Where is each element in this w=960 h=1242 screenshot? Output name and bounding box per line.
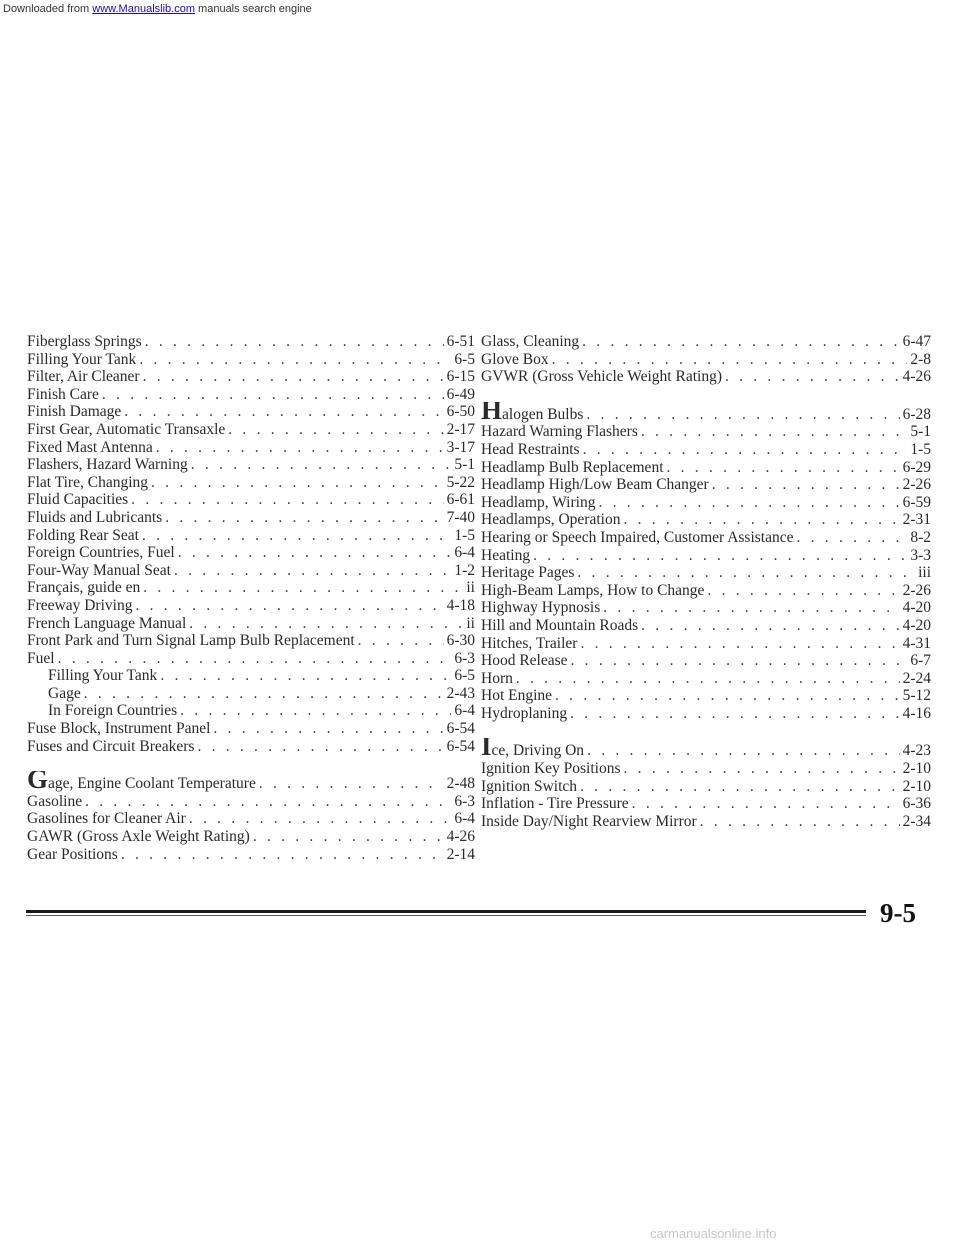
entry-label — [27, 474, 148, 492]
entry-page-ref: 5-1 — [910, 423, 931, 441]
index-subentry — [27, 667, 475, 685]
dot-leader — [178, 544, 452, 562]
dot-leader — [139, 351, 451, 369]
entry-label — [481, 459, 664, 477]
entry-label — [481, 738, 584, 760]
entry-page-ref: 4-26 — [902, 368, 931, 386]
entry-label — [27, 527, 139, 545]
entry-label — [481, 351, 549, 369]
index-column-right — [481, 333, 931, 830]
entry-label — [27, 509, 162, 527]
entry-page-ref: 6-7 — [910, 652, 931, 670]
dot-leader — [143, 579, 463, 597]
dot-leader — [180, 702, 451, 720]
index-entry — [27, 351, 475, 369]
dot-leader — [516, 670, 900, 688]
index-subentry — [27, 702, 475, 720]
index-column-left — [27, 333, 475, 863]
entry-text: Highway Hypnosis — [481, 599, 601, 617]
dot-leader — [145, 333, 444, 351]
index-entry — [481, 617, 931, 635]
entry-label — [27, 386, 99, 404]
entry-text: GVWR (Gross Vehicle Weight Rating) — [481, 368, 722, 386]
index-entry — [27, 597, 475, 615]
entry-label — [481, 617, 638, 635]
entry-text: Hearing or Speech Impaired, Customer Assistance — [481, 528, 794, 546]
section-initial: H — [481, 401, 503, 424]
index-entry — [481, 760, 931, 778]
entry-text: Freeway Driving — [27, 596, 133, 614]
entry-text: Fuel — [27, 649, 55, 667]
entry-page-ref: 5-1 — [454, 456, 475, 474]
dot-leader — [102, 386, 444, 404]
section-initial: G — [27, 771, 49, 793]
entry-page-ref: 6-3 — [454, 792, 475, 810]
index-subentry — [27, 685, 475, 703]
index-entry — [481, 795, 931, 813]
index-entry — [27, 333, 475, 351]
index-entry — [481, 547, 931, 565]
dot-leader — [580, 635, 899, 653]
dot-leader — [598, 494, 899, 512]
entry-label — [481, 368, 722, 386]
entry-text: Fuses and Circuit Breakers — [27, 737, 195, 755]
entry-text: Hood Release — [481, 652, 568, 670]
entry-label — [481, 476, 709, 494]
entry-text: Headlamps, Operation — [481, 511, 621, 529]
entry-label — [27, 544, 175, 562]
index-entry — [27, 579, 475, 597]
entry-label — [27, 403, 121, 421]
dot-leader — [135, 597, 443, 615]
entry-label — [27, 632, 355, 650]
entry-text: Fuse Block, Instrument Panel — [27, 720, 211, 738]
entry-label — [481, 564, 574, 582]
entry-text: Headlamp High/Low Beam Changer — [481, 476, 709, 494]
dot-leader — [700, 813, 900, 831]
entry-text: age, Engine Coolant Temperature — [48, 775, 256, 793]
entry-page-ref: 2-8 — [910, 350, 931, 368]
entry-page-ref: 4-23 — [902, 742, 931, 760]
entry-label — [481, 547, 530, 565]
entry-label — [481, 511, 620, 529]
entry-text: Four-Way Manual Seat — [27, 561, 171, 579]
dot-leader — [641, 423, 907, 441]
manualslib-link[interactable]: www.Manualslib.com — [92, 3, 195, 15]
entry-label — [481, 705, 567, 723]
index-entry — [27, 793, 475, 811]
entry-text: Inside Day/Night Rearview Mirror — [481, 812, 697, 830]
entry-label — [27, 738, 194, 756]
index-entry — [27, 846, 475, 864]
section-gap — [481, 722, 931, 738]
index-entry — [481, 529, 931, 547]
entry-text: Headlamp Bulb Replacement — [481, 458, 664, 476]
index-entry — [481, 476, 931, 494]
dot-leader — [142, 527, 451, 545]
entry-text: Gasoline — [27, 792, 83, 810]
entry-page-ref: 2-24 — [902, 669, 931, 687]
entry-page-ref: 6-28 — [902, 405, 931, 423]
dot-leader — [259, 775, 444, 793]
entry-label — [27, 810, 186, 828]
index-entry — [27, 386, 475, 404]
dot-leader — [587, 742, 900, 760]
dot-leader — [725, 368, 900, 386]
dot-leader — [583, 441, 908, 459]
entry-text: alogen Bulbs — [502, 405, 584, 423]
entry-text: Filling Your Tank — [48, 667, 158, 685]
entry-page-ref: 2-48 — [446, 775, 475, 793]
index-entry — [27, 615, 475, 633]
entry-page-ref: 2-14 — [446, 845, 475, 863]
entry-label — [481, 494, 595, 512]
entry-text: Finish Damage — [27, 403, 122, 421]
entry-page-ref: ii — [466, 614, 475, 632]
entry-page-ref: 6-29 — [902, 458, 931, 476]
dot-leader — [533, 547, 907, 565]
index-entry — [27, 368, 475, 386]
entry-text: Front Park and Turn Signal Lamp Bulb Replacement — [27, 632, 355, 650]
index-entry — [27, 650, 475, 668]
dot-leader — [603, 599, 899, 617]
index-entry — [481, 564, 931, 582]
entry-text: GAWR (Gross Axle Weight Rating) — [27, 828, 250, 846]
entry-label — [27, 351, 136, 369]
index-entry — [481, 813, 931, 831]
entry-text: Flashers, Hazard Warning — [27, 456, 188, 474]
index-entry — [27, 771, 475, 793]
entry-label — [481, 635, 577, 653]
index-entry — [27, 562, 475, 580]
index-entry — [481, 778, 931, 796]
entry-label — [481, 582, 704, 600]
index-entry — [481, 599, 931, 617]
dot-leader — [571, 652, 908, 670]
entry-text: Finish Care — [27, 385, 99, 403]
dot-leader — [121, 846, 444, 864]
dot-leader — [580, 778, 900, 796]
dot-leader — [174, 562, 451, 580]
entry-text: Hill and Mountain Roads — [481, 616, 639, 634]
index-entry — [27, 527, 475, 545]
entry-label — [481, 529, 794, 547]
index-entry — [27, 421, 475, 439]
entry-page-ref: 5-12 — [902, 687, 931, 705]
entry-text: Head Restraints — [481, 440, 580, 458]
entry-page-ref: 6-5 — [454, 350, 475, 368]
entry-page-ref: 6-15 — [446, 368, 475, 386]
entry-page-ref: 5-22 — [446, 473, 475, 491]
entry-text: Fluid Capacities — [27, 491, 129, 509]
dot-leader — [712, 476, 900, 494]
dot-leader — [577, 564, 915, 582]
index-entry — [481, 494, 931, 512]
index-entry — [27, 738, 475, 756]
index-entry — [27, 810, 475, 828]
entry-text: ce, Driving On — [491, 742, 585, 760]
dot-leader — [570, 705, 899, 723]
entry-label — [27, 597, 132, 615]
entry-label — [481, 813, 697, 831]
entry-label — [27, 439, 153, 457]
dot-leader — [555, 687, 900, 705]
entry-label — [48, 685, 81, 703]
index-entry — [27, 491, 475, 509]
section-gap — [481, 386, 931, 402]
entry-label — [481, 423, 638, 441]
index-entry — [481, 423, 931, 441]
dot-leader — [707, 582, 899, 600]
entry-text: High-Beam Lamps, How to Change — [481, 581, 705, 599]
entry-page-ref: 4-26 — [446, 828, 475, 846]
index-entry — [481, 652, 931, 670]
dot-leader — [143, 368, 444, 386]
index-entry — [27, 632, 475, 650]
dot-leader — [624, 760, 900, 778]
index-entry — [27, 439, 475, 457]
entry-page-ref: 6-4 — [454, 544, 475, 562]
dot-leader — [197, 738, 443, 756]
entry-label — [481, 778, 577, 796]
entry-text: Gasolines for Cleaner Air — [27, 810, 186, 828]
page-rule-thin — [26, 915, 866, 916]
dot-leader — [124, 403, 443, 421]
entry-text: Français, guide en — [27, 579, 141, 597]
entry-page-ref: 8-2 — [910, 528, 931, 546]
download-header — [0, 0, 960, 18]
entry-label — [27, 456, 188, 474]
entry-label — [27, 650, 55, 668]
dot-leader — [582, 333, 899, 351]
index-entry — [27, 474, 475, 492]
entry-label — [481, 652, 568, 670]
index-entry — [481, 670, 931, 688]
entry-label — [27, 615, 186, 633]
entry-page-ref: 2-26 — [902, 581, 931, 599]
header-prefix: Downloaded from — [3, 3, 90, 15]
entry-text: French Language Manual — [27, 614, 187, 632]
entry-label — [481, 687, 552, 705]
entry-page-ref: 4-20 — [902, 616, 931, 634]
entry-label — [481, 441, 580, 459]
entry-page-ref: 2-43 — [446, 684, 475, 702]
entry-label — [481, 795, 629, 813]
index-entry — [27, 720, 475, 738]
dot-leader — [641, 617, 899, 635]
entry-text: Flat Tire, Changing — [27, 473, 149, 491]
entry-text: Gear Positions — [27, 845, 118, 863]
dot-leader — [191, 456, 452, 474]
entry-page-ref: 6-4 — [454, 702, 475, 720]
entry-page-ref: 2-10 — [902, 760, 931, 778]
header-suffix: manuals search engine — [198, 3, 312, 15]
entry-page-ref: 6-50 — [446, 403, 475, 421]
entry-text: Horn — [481, 669, 513, 687]
entry-label — [48, 702, 177, 720]
dot-leader — [552, 351, 908, 369]
entry-text: Foreign Countries, Fuel — [27, 544, 175, 562]
entry-page-ref: 2-34 — [902, 812, 931, 830]
entry-page-ref: 6-30 — [446, 632, 475, 650]
entry-text: Gage — [48, 684, 81, 702]
entry-label — [27, 333, 142, 351]
entry-label — [481, 402, 583, 424]
entry-page-ref: 3-3 — [910, 546, 931, 564]
entry-page-ref: 2-31 — [902, 511, 931, 529]
entry-label — [27, 562, 171, 580]
entry-page-ref: 2-26 — [902, 476, 931, 494]
index-entry — [481, 511, 931, 529]
entry-text: Fluids and Lubricants — [27, 508, 163, 526]
index-entry — [481, 351, 931, 369]
entry-text: In Foreign Countries — [48, 702, 178, 720]
entry-label — [27, 828, 250, 846]
dot-leader — [253, 828, 444, 846]
dot-leader — [213, 720, 443, 738]
entry-page-ref: 6-3 — [454, 649, 475, 667]
entry-label — [27, 846, 118, 864]
entry-text: Hydroplaning — [481, 704, 568, 722]
entry-text: Headlamp, Wiring — [481, 493, 596, 511]
dot-leader — [358, 632, 444, 650]
dot-leader — [189, 615, 463, 633]
dot-leader — [131, 491, 443, 509]
dot-leader — [189, 810, 451, 828]
dot-leader — [58, 650, 452, 668]
entry-page-ref: 6-4 — [454, 810, 475, 828]
entry-label — [481, 333, 579, 351]
page-number: 9-5 — [880, 898, 916, 928]
dot-leader — [667, 459, 900, 477]
dot-leader — [623, 511, 899, 529]
entry-label — [27, 771, 256, 793]
entry-page-ref: 1-2 — [454, 561, 475, 579]
index-entry — [481, 441, 931, 459]
section-gap — [27, 755, 475, 771]
footer-watermark: carmanualsonline.info — [650, 1226, 777, 1241]
entry-page-ref: 6-49 — [446, 385, 475, 403]
dot-leader — [160, 667, 451, 685]
entry-text: Ignition Switch — [481, 777, 578, 795]
entry-page-ref: 4-20 — [902, 599, 931, 617]
entry-label — [481, 670, 513, 688]
index-entry — [481, 705, 931, 723]
entry-label — [27, 579, 140, 597]
entry-text: Glass, Cleaning — [481, 333, 580, 350]
dot-leader — [156, 439, 444, 457]
entry-label — [48, 667, 157, 685]
dot-leader — [586, 406, 899, 424]
entry-page-ref: 6-51 — [446, 333, 475, 350]
entry-page-ref: 6-36 — [902, 795, 931, 813]
entry-label — [27, 720, 210, 738]
entry-label — [27, 421, 225, 439]
index-entry — [481, 459, 931, 477]
entry-page-ref: 1-5 — [910, 440, 931, 458]
entry-text: Hot Engine — [481, 687, 553, 705]
index-entry — [27, 509, 475, 527]
entry-label — [481, 599, 600, 617]
entry-text: Heritage Pages — [481, 564, 575, 582]
entry-text: Hitches, Trailer — [481, 634, 578, 652]
index-entry — [27, 456, 475, 474]
entry-page-ref: ii — [466, 579, 475, 597]
dot-leader — [632, 795, 900, 813]
entry-page-ref: 2-17 — [446, 420, 475, 438]
entry-text: Heating — [481, 546, 531, 564]
index-entry — [481, 402, 931, 424]
entry-text: Fixed Mast Antenna — [27, 438, 153, 456]
entry-page-ref: 6-47 — [902, 333, 931, 350]
entry-page-ref: 2-10 — [902, 777, 931, 795]
entry-text: Folding Rear Seat — [27, 526, 139, 544]
entry-page-ref: iii — [918, 564, 931, 582]
entry-label — [481, 760, 621, 778]
entry-text: Filling Your Tank — [27, 350, 137, 368]
dot-leader — [151, 474, 444, 492]
index-entry — [481, 368, 931, 386]
dot-leader — [84, 685, 444, 703]
entry-text: Hazard Warning Flashers — [481, 423, 638, 441]
index-entry — [27, 403, 475, 421]
entry-text: Glove Box — [481, 350, 549, 368]
dot-leader — [797, 529, 908, 547]
entry-page-ref: 4-31 — [902, 634, 931, 652]
entry-page-ref: 4-18 — [446, 596, 475, 614]
entry-page-ref: 6-59 — [902, 493, 931, 511]
index-entry — [481, 635, 931, 653]
page-rule — [26, 910, 866, 913]
entry-text: Filter, Air Cleaner — [27, 368, 140, 386]
index-entry — [27, 828, 475, 846]
entry-page-ref: 6-61 — [446, 491, 475, 509]
entry-label — [27, 793, 82, 811]
entry-label — [27, 368, 140, 386]
index-entry — [481, 738, 931, 760]
dot-leader — [228, 421, 443, 439]
dot-leader — [85, 793, 451, 811]
index-entry — [481, 687, 931, 705]
entry-page-ref: 6-54 — [446, 720, 475, 738]
entry-page-ref: 6-5 — [454, 667, 475, 685]
entry-page-ref: 3-17 — [446, 438, 475, 456]
entry-page-ref: 7-40 — [446, 508, 475, 526]
index-entry — [481, 582, 931, 600]
entry-text: Ignition Key Positions — [481, 760, 621, 778]
entry-text: Fiberglass Springs — [27, 333, 142, 350]
entry-label — [27, 491, 128, 509]
dot-leader — [165, 509, 443, 527]
entry-text: First Gear, Automatic Transaxle — [27, 420, 226, 438]
entry-text: Inflation - Tire Pressure — [481, 795, 629, 813]
index-entry — [27, 544, 475, 562]
entry-page-ref: 4-16 — [902, 704, 931, 722]
entry-page-ref: 6-54 — [446, 737, 475, 755]
index-entry — [481, 333, 931, 351]
section-initial: I — [481, 738, 492, 761]
entry-page-ref: 1-5 — [454, 526, 475, 544]
